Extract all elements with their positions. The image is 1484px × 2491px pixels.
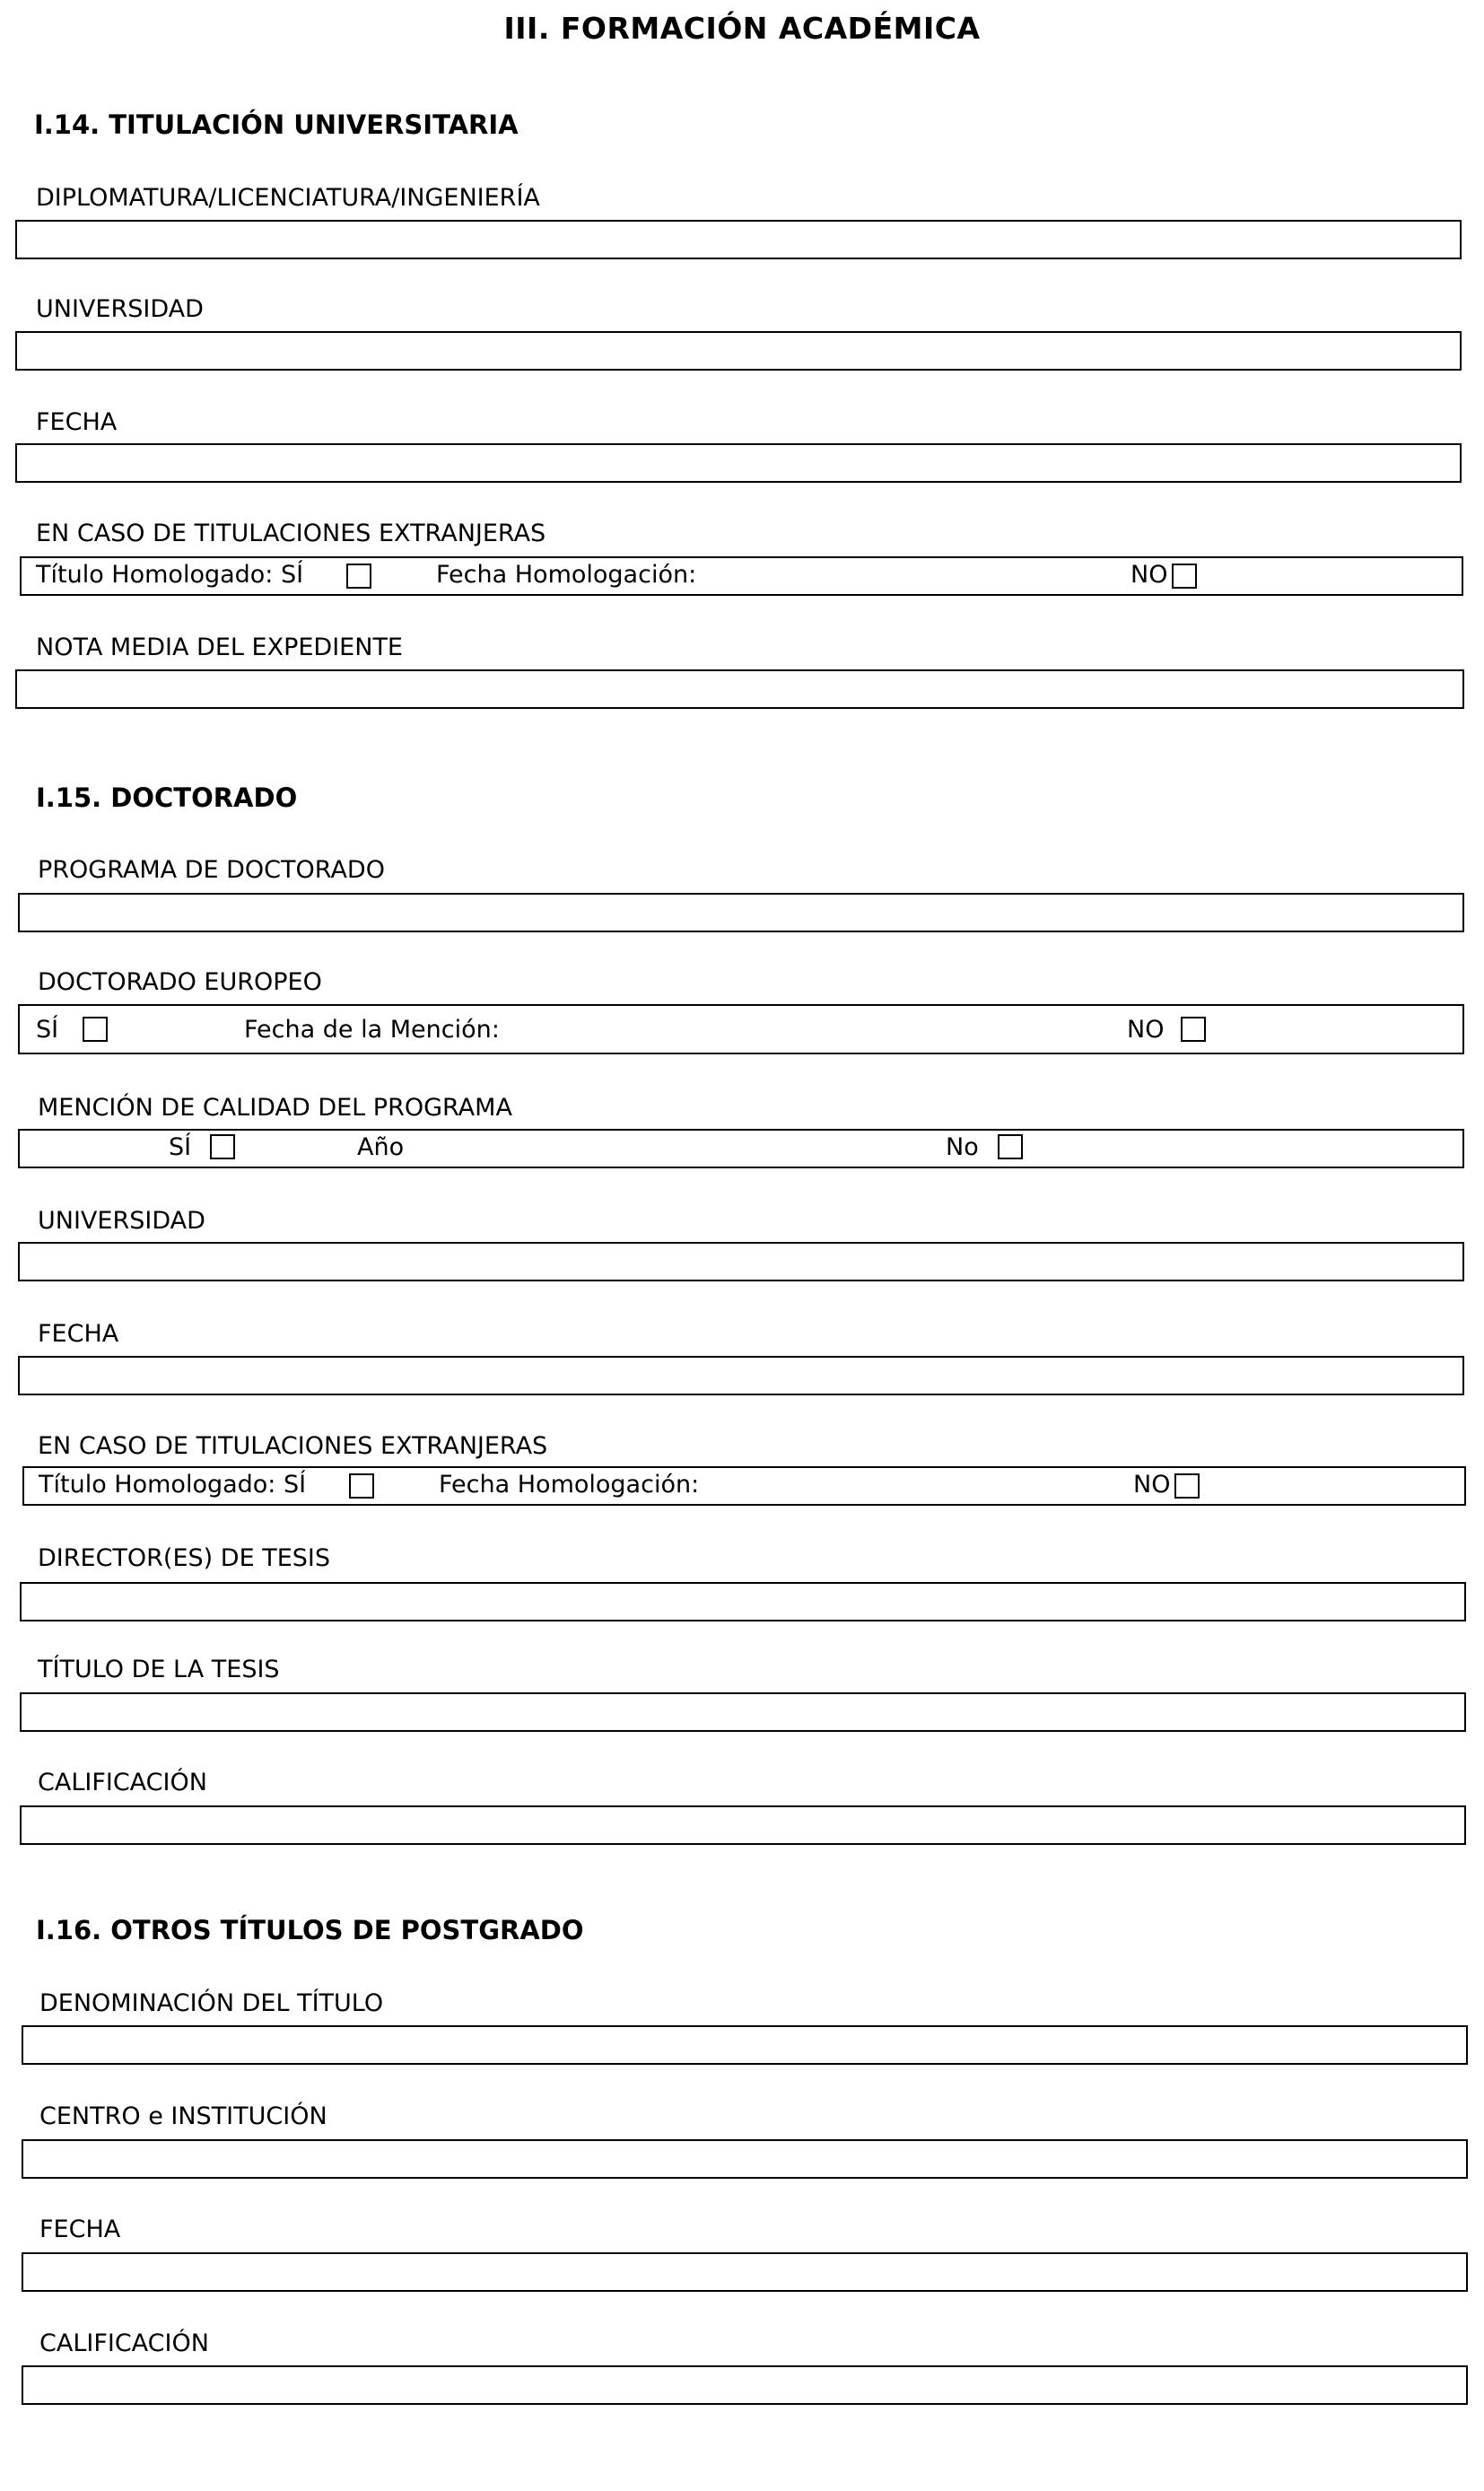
doctorate-date-field[interactable] xyxy=(18,1356,1464,1395)
european-doctorate-row xyxy=(18,1004,1464,1054)
european-no-checkbox[interactable] xyxy=(1181,1017,1206,1042)
postgrado-grade-field[interactable] xyxy=(22,2365,1468,2405)
european-no-label: NO xyxy=(1127,1016,1165,1044)
doctorate-homologated-no-checkbox[interactable] xyxy=(1174,1473,1200,1499)
thesis-directors-label: DIRECTOR(ES) DE TESIS xyxy=(38,1544,331,1572)
postgrado-date-label: FECHA xyxy=(39,2216,121,2243)
center-label: CENTRO e INSTITUCIÓN xyxy=(39,2102,327,2130)
average-grade-label: NOTA MEDIA DEL EXPEDIENTE xyxy=(36,634,403,661)
homologation-date-label: Fecha Homologación: xyxy=(436,561,697,589)
doctorate-university-field[interactable] xyxy=(18,1242,1464,1281)
quality-mention-label: MENCIÓN DE CALIDAD DEL PROGRAMA xyxy=(38,1094,512,1122)
foreign-degree-label: EN CASO DE TITULACIONES EXTRANJERAS xyxy=(36,520,546,547)
date-field[interactable] xyxy=(15,443,1462,483)
european-doctorate-label: DOCTORADO EUROPEO xyxy=(38,968,322,996)
degree-field[interactable] xyxy=(15,220,1462,259)
postgrado-date-field[interactable] xyxy=(22,2252,1468,2292)
quality-no-checkbox[interactable] xyxy=(998,1134,1023,1159)
doctorate-homologated-yes-checkbox[interactable] xyxy=(349,1473,374,1499)
section-heading-doctorado: I.15. DOCTORADO xyxy=(36,782,298,813)
university-label: UNIVERSIDAD xyxy=(36,295,204,323)
thesis-title-label: TÍTULO DE LA TESIS xyxy=(38,1656,280,1683)
denomination-field[interactable] xyxy=(22,2025,1468,2065)
doctorate-homologated-label: Título Homologado: SÍ xyxy=(39,1471,307,1499)
mention-date-label: Fecha de la Mención: xyxy=(244,1016,500,1044)
quality-no-label: No xyxy=(946,1133,979,1161)
average-grade-field[interactable] xyxy=(15,669,1464,709)
denomination-label: DENOMINACIÓN DEL TÍTULO xyxy=(39,1989,384,2017)
thesis-grade-label: CALIFICACIÓN xyxy=(38,1769,207,1796)
doctorate-foreign-label: EN CASO DE TITULACIONES EXTRANJERAS xyxy=(38,1432,548,1460)
homologated-no-label: NO xyxy=(1130,561,1168,589)
thesis-directors-field[interactable] xyxy=(20,1582,1466,1621)
quality-yes-checkbox[interactable] xyxy=(210,1134,235,1159)
university-field[interactable] xyxy=(15,331,1462,371)
quality-yes-label: SÍ xyxy=(169,1133,192,1161)
european-yes-label: SÍ xyxy=(36,1016,59,1044)
doctoral-program-label: PROGRAMA DE DOCTORADO xyxy=(38,856,385,884)
page-title: III. FORMACIÓN ACADÉMICA xyxy=(503,11,981,46)
doctorate-date-label: FECHA xyxy=(38,1320,119,1348)
homologated-no-checkbox[interactable] xyxy=(1172,564,1197,589)
postgrado-grade-label: CALIFICACIÓN xyxy=(39,2329,209,2357)
foreign-degree-row xyxy=(20,556,1463,596)
section-heading-titulacion: I.14. TITULACIÓN UNIVERSITARIA xyxy=(34,109,519,140)
section-heading-postgrado: I.16. OTROS TÍTULOS DE POSTGRADO xyxy=(36,1915,584,1945)
doctorate-university-label: UNIVERSIDAD xyxy=(38,1207,205,1235)
homologated-label: Título Homologado: SÍ xyxy=(36,561,304,589)
doctorate-homologated-no-label: NO xyxy=(1133,1471,1171,1499)
thesis-grade-field[interactable] xyxy=(20,1805,1466,1845)
homologated-yes-checkbox[interactable] xyxy=(346,564,371,589)
doctoral-program-field[interactable] xyxy=(18,893,1464,932)
doctorate-homologation-date-label: Fecha Homologación: xyxy=(439,1471,700,1499)
year-label: Año xyxy=(357,1133,405,1161)
center-field[interactable] xyxy=(22,2139,1468,2179)
thesis-title-field[interactable] xyxy=(20,1692,1466,1732)
european-yes-checkbox[interactable] xyxy=(83,1017,108,1042)
quality-mention-row xyxy=(18,1129,1464,1168)
degree-label: DIPLOMATURA/LICENCIATURA/INGENIERÍA xyxy=(36,184,540,212)
date-label: FECHA xyxy=(36,408,118,436)
doctorate-foreign-row xyxy=(22,1466,1466,1506)
